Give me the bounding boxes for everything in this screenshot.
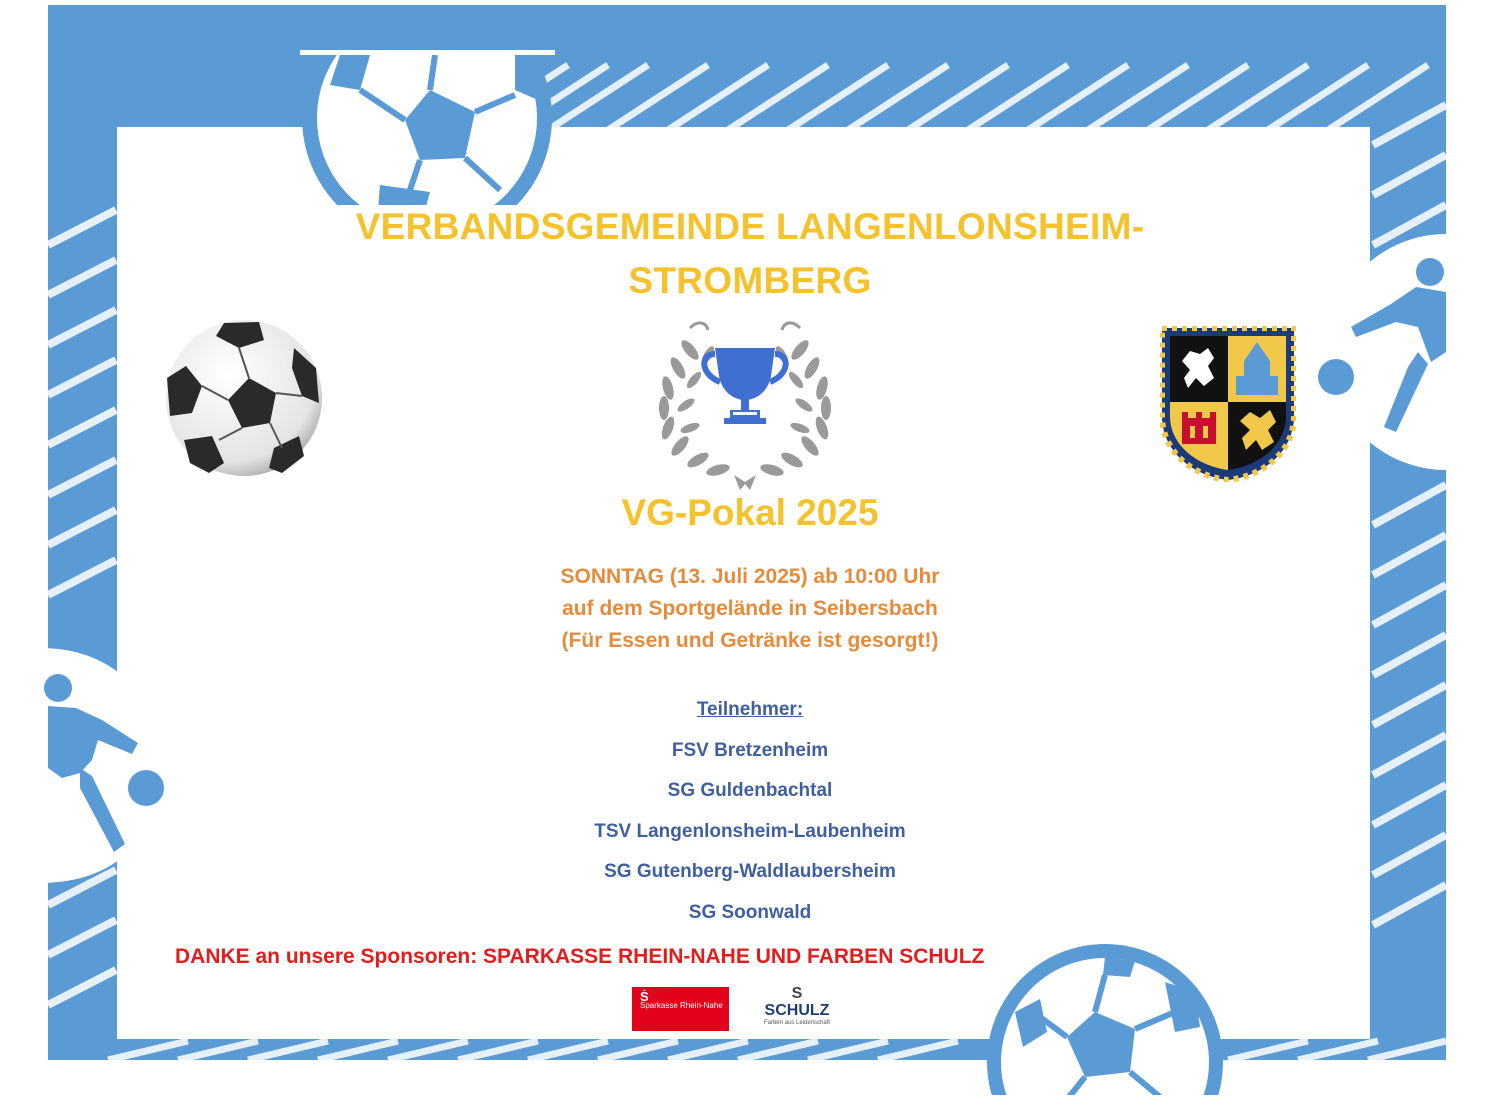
participants-heading: Teilnehmer: (696, 699, 804, 720)
cup-title: VG-Pokal 2025 (621, 492, 879, 533)
team-list-item: FSV Bretzenheim (671, 740, 829, 761)
soccer-ball-icon (985, 937, 1225, 1101)
team-list-item: SG Guldenbachtal (667, 780, 833, 801)
event-location-line: auf dem Sportgelände in Seibersbach (562, 597, 938, 620)
soccer-player-icon (40, 648, 170, 883)
team-list-item: SG Soonwald (688, 902, 812, 923)
page-title (0, 200, 1500, 308)
schulz-mark-icon: S (791, 985, 803, 1002)
title-line-1: VERBANDSGEMEINDE LANGENLONSHEIM- (355, 206, 1145, 247)
team-list-item: SG Gutenberg-Waldlaubersheim (604, 861, 896, 882)
sparkasse-logo-text: Sparkasse Rhein-Nahe (640, 1001, 723, 1010)
trophy-icon (650, 310, 840, 490)
event-catering-line: (Für Essen und Getränke ist gesorgt!) (561, 629, 939, 652)
soccer-ball-icon (164, 318, 324, 478)
coat-of-arms-icon (1160, 326, 1296, 482)
schulz-logo-tagline: Farben aus Leidenschaft (763, 1020, 831, 1026)
sponsor-thanks: DANKE an unsere Sponsoren: SPARKASSE RHEIN-NAHE UND FARBEN SCHULZ (175, 945, 985, 968)
schulz-logo-text: SCHULZ (764, 1002, 830, 1019)
title-line-2: STROMBERG (628, 260, 872, 301)
schulz-logo (756, 985, 838, 1033)
event-date-line: SONNTAG (13. Juli 2025) ab 10:00 Uhr (560, 565, 940, 588)
soccer-ball-icon (300, 50, 555, 205)
sparkasse-s-icon: Ṡ (640, 989, 649, 1004)
team-list-item: TSV Langenlonsheim-Laubenheim (594, 821, 906, 842)
sparkasse-logo (632, 987, 729, 1031)
